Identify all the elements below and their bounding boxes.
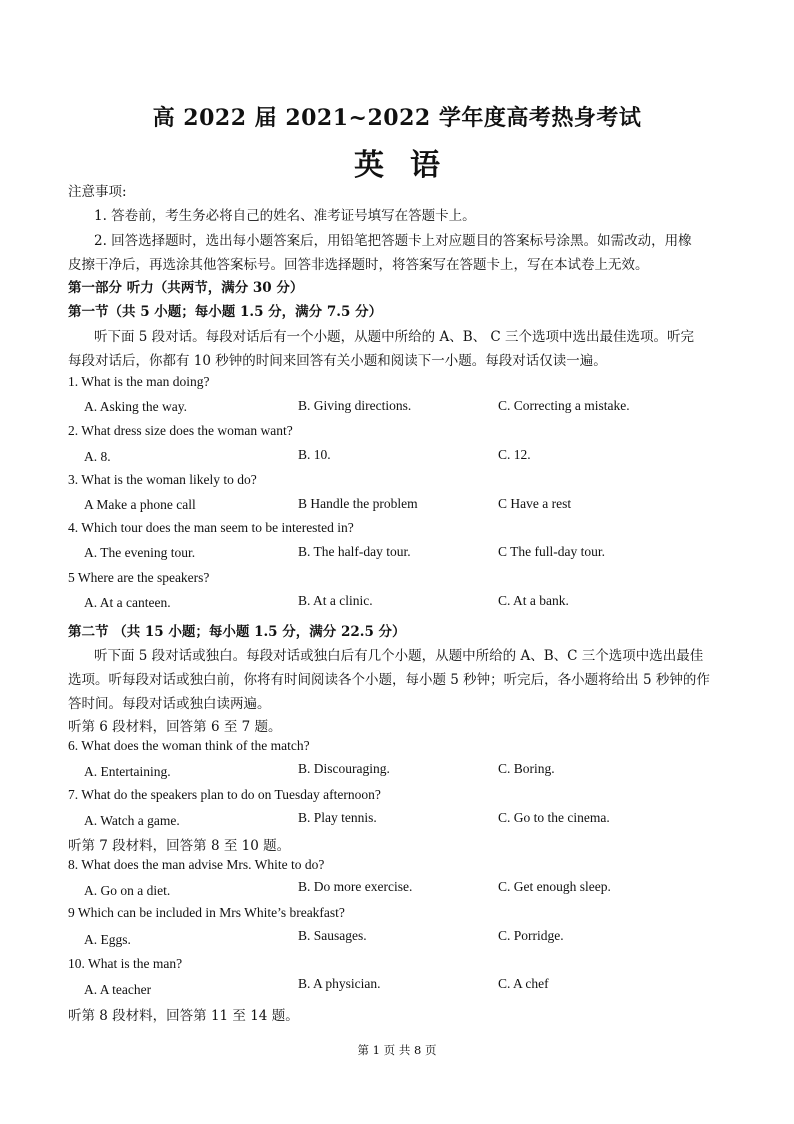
option-9a: A. Eggs. bbox=[84, 932, 131, 947]
question-7: 7. What do the speakers plan to do on Tuesday afternoon? bbox=[68, 787, 381, 802]
option-4c: C The full-day tour. bbox=[498, 544, 605, 559]
option-9b: B. Sausages. bbox=[298, 928, 367, 943]
option-2b: B. 10. bbox=[298, 447, 331, 462]
option-6b: B. Discouraging. bbox=[298, 761, 390, 776]
option-5b: B. At a clinic. bbox=[298, 593, 373, 608]
option-8b: B. Do more exercise. bbox=[298, 879, 413, 894]
section1-instructions: 听下面 5 段对话。每段对话后有一个小题，从题中所给的 A、B、 C 三个选项中选出最佳选项。听完 bbox=[94, 329, 695, 345]
option-10b: B. A physician. bbox=[298, 976, 381, 991]
group-8-instruction: 听第 8 段材料，回答第 11 至 14 题。 bbox=[68, 1008, 299, 1024]
option-1b: B. Giving directions. bbox=[298, 398, 412, 413]
option-3b: B Handle the problem bbox=[298, 496, 418, 511]
notes-item-2: 2. 回答选择题时，选出每小题答案后，用铅笔把答题卡上对应题目的答案标号涂黑。如需改动，用橡 bbox=[94, 233, 692, 249]
question-1: 1. What is the man doing? bbox=[68, 374, 210, 389]
option-1c: C. Correcting a mistake. bbox=[498, 398, 630, 413]
group-6-instruction: 听第 6 段材料，回答第 6 至 7 题。 bbox=[68, 719, 282, 735]
option-3c: C Have a rest bbox=[498, 496, 572, 511]
option-10a: A. A teacher bbox=[84, 982, 152, 997]
option-8c: C. Get enough sleep. bbox=[498, 879, 611, 894]
subject-title: 英语 bbox=[354, 148, 466, 183]
section2-instructions-cont-2: 答时间。每段对话或独白读两遍。 bbox=[68, 696, 271, 712]
option-8a: A. Go on a diet. bbox=[84, 883, 171, 898]
question-6: 6. What does the woman think of the match? bbox=[68, 738, 310, 753]
option-6a: A. Entertaining. bbox=[84, 764, 171, 779]
notes-item-2-cont: 皮擦干净后，再选涂其他答案标号。回答非选择题时，将答案写在答题卡上，写在本试卷上无效。 bbox=[68, 257, 649, 273]
section2-instructions: 听下面 5 段对话或独白。每段对话或独白后有几个小题，从题中所给的 A、B、C 三个选项中选出最佳 bbox=[94, 648, 704, 664]
section1-instructions-cont: 每段对话后，你都有 10 秒钟的时间来回答有关小题和阅读下一小题。每段对话仅读一遍。 bbox=[68, 353, 607, 369]
option-1a: A. Asking the way. bbox=[84, 399, 187, 414]
question-9: 9 Which can be included in Mrs White’s breakfast? bbox=[68, 905, 345, 920]
question-3: 3. What is the woman likely to do? bbox=[68, 472, 257, 487]
question-8: 8. What does the man advise Mrs. White to do? bbox=[68, 857, 325, 872]
question-4: 4. Which tour does the man seem to be interested in? bbox=[68, 520, 354, 535]
question-2: 2. What dress size does the woman want? bbox=[68, 423, 293, 438]
page-footer: 第 1 页 共 8 页 bbox=[357, 1043, 437, 1057]
option-9c: C. Porridge. bbox=[498, 928, 564, 943]
option-2a: A. 8. bbox=[84, 449, 111, 464]
option-2c: C. 12. bbox=[498, 447, 531, 462]
option-5c: C. At a bank. bbox=[498, 593, 569, 608]
notes-item-1: 1. 答卷前，考生务必将自己的姓名、准考证号填写在答题卡上。 bbox=[94, 208, 476, 224]
section2-heading: 第二节 （共 15 小题；每小题 1.5 分，满分 22.5 分） bbox=[68, 624, 406, 640]
exam-title: 高 2022 届 2021~2022 学年度高考热身考试 bbox=[152, 105, 642, 131]
question-10: 10. What is the man? bbox=[68, 956, 183, 971]
option-7a: A. Watch a game. bbox=[84, 813, 180, 828]
option-10c: C. A chef bbox=[498, 976, 549, 991]
group-7-instruction: 听第 7 段材料，回答第 8 至 10 题。 bbox=[68, 838, 291, 854]
option-4b: B. The half-day tour. bbox=[298, 544, 411, 559]
option-4a: A. The evening tour. bbox=[84, 545, 196, 560]
section2-instructions-cont: 选项。听每段对话或独白前，你将有时间阅读各个小题，每小题 5 秒钟；听完后，各小题将给出 5 秒钟的作 bbox=[68, 672, 710, 688]
option-7b: B. Play tennis. bbox=[298, 810, 377, 825]
part1-heading: 第一部分 听力（共两节，满分 30 分） bbox=[68, 280, 304, 296]
option-7c: C. Go to the cinema. bbox=[498, 810, 610, 825]
option-5a: A. At a canteen. bbox=[84, 595, 171, 610]
option-6c: C. Boring. bbox=[498, 761, 555, 776]
section1-heading: 第一节（共 5 小题；每小题 1.5 分，满分 7.5 分） bbox=[68, 304, 383, 320]
question-5: 5 Where are the speakers? bbox=[68, 570, 210, 585]
option-3a: A Make a phone call bbox=[84, 497, 196, 512]
notes-heading: 注意事项: bbox=[68, 184, 127, 200]
